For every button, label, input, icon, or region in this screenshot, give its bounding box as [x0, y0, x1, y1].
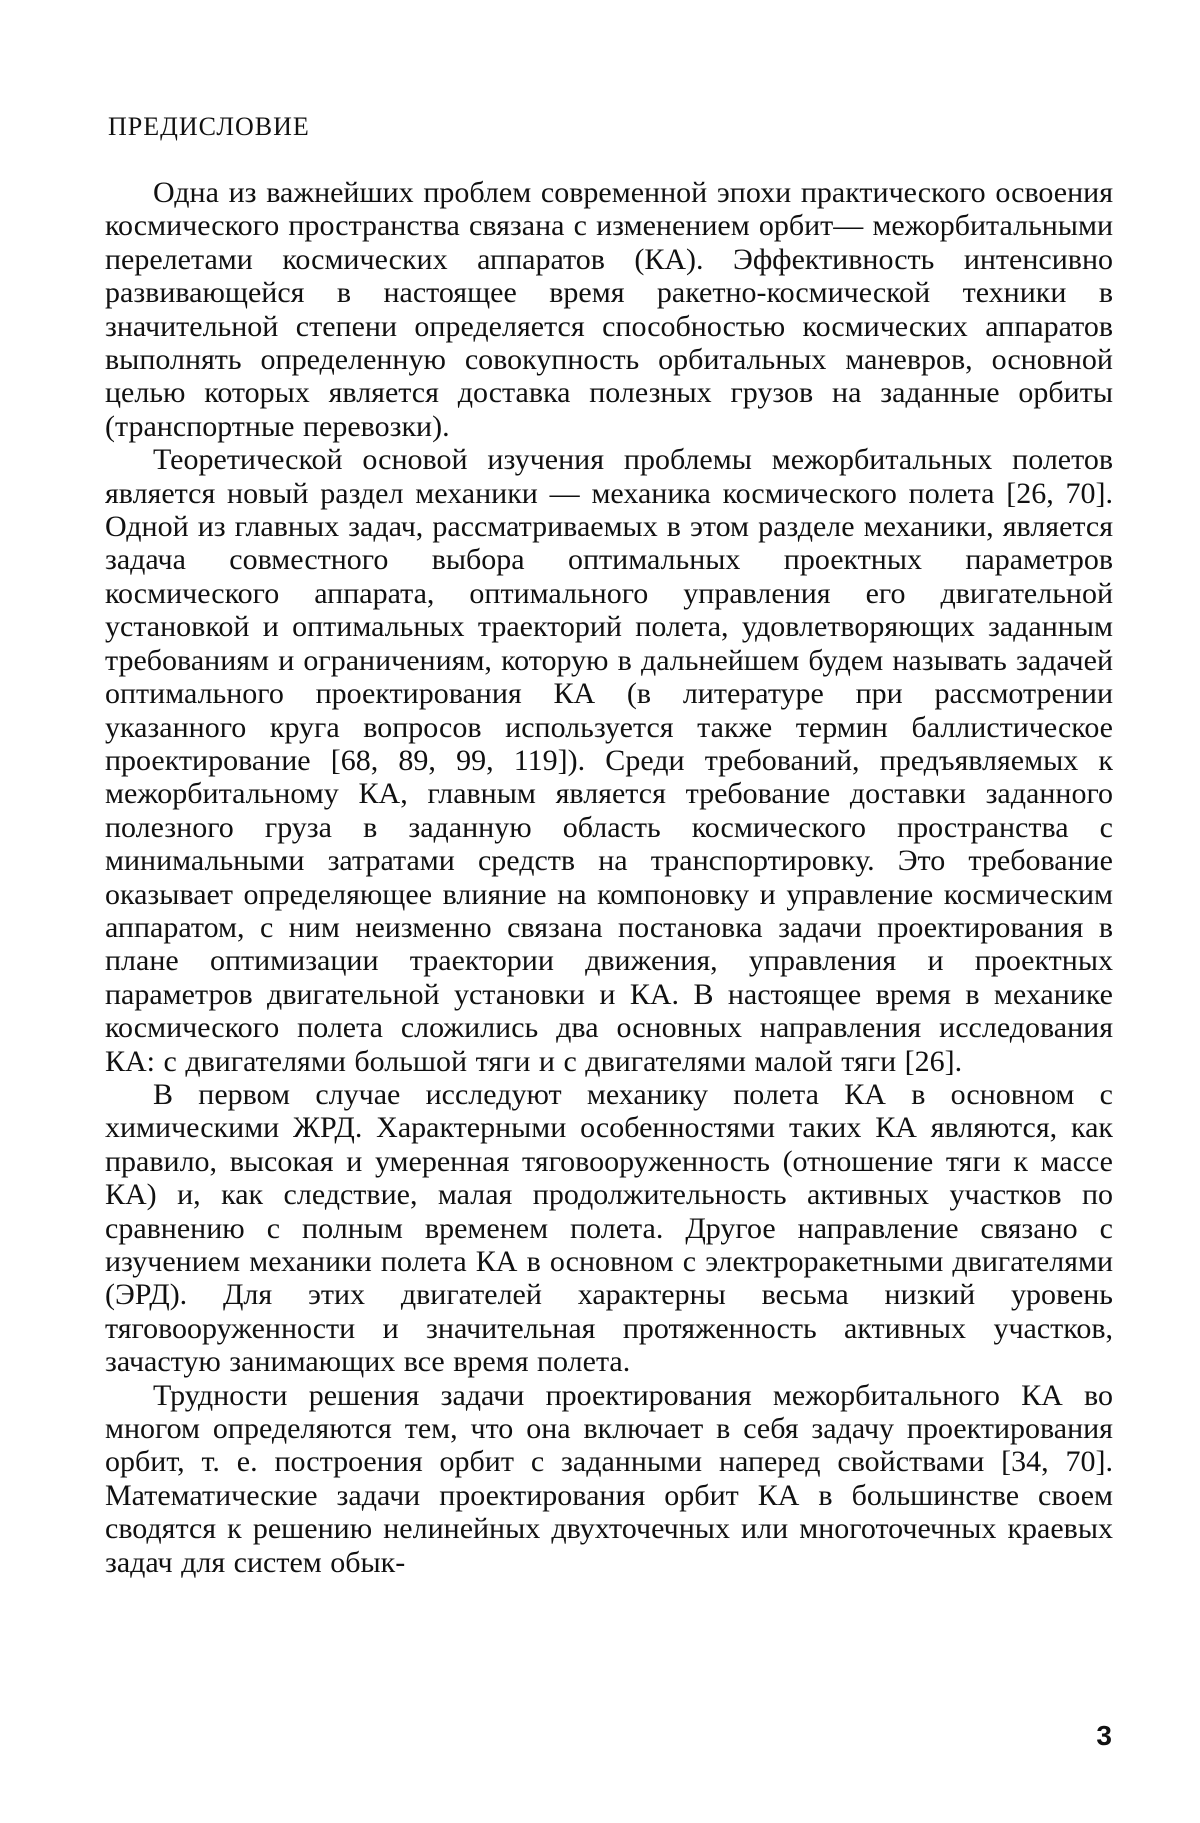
page-number: 3 [1096, 1720, 1112, 1751]
body-text [105, 176, 1113, 1579]
paragraph-4: Трудности решения задачи проектирования межорбитального КА во многом определяются тем, что она включает в себя задачу проектирования орбит, т. е. построения орбит с заданными наперед свойствами [34, 70]. Математические задачи проектирования орбит КА в большинстве своем сводятся к решению нелинейных двухточечных или многоточечных краевых задач для систем обык- [105, 1378, 1113, 1579]
paragraph-1: Одна из важнейших проблем современной эпохи практического освоения космического пространства связана с изменением орбит— межорбитальными перелетами космических аппаратов (КА). Эффективность интенсивно развивающейся в настоящее время ракетно-космической техники в значительной степени определяется способностью космических аппаратов выполнять определенную совокупность орбитальных маневров, основной целью которых является доставка полезных грузов на заданные орбиты (транспортные перевозки). [105, 176, 1113, 443]
paragraph-3: В первом случае исследуют механику полета КА в основном с химическими ЖРД. Характерными особенностями таких КА являются, как правило, высокая и умеренная тяговооруженность (отношение тяги к массе КА) и, как следствие, малая продолжительность активных участков по сравнению с полным временем полета. Другое направление связано с изучением механики полета КА в основном с электроракетными двигателями (ЭРД). Для этих двигателей характерны весьма низкий уровень тяговооруженности и значительная протяженность активных участков, зачастую занимающих все время полета. [105, 1077, 1113, 1379]
paragraph-2: Теоретической основой изучения проблемы межорбитальных полетов является новый раздел механики — механика космического полета [26, 70]. Одной из главных задач, рассматриваемых в этом разделе механики, является задача совместного выбора оптимальных проектных параметров космического аппарата, оптимального управления его двигательной установкой и оптимальных траекторий полета, удовлетворяющих заданным требованиям и ограничениям, которую в дальнейшем будем называть задачей оптимального проектирования КА (в литературе при рассмотрении указанного круга вопросов используется также термин баллистическое проектирование [68, 89, 99, 119]). Среди требований, предъявляемых к межорбитальному КА, главным является требование доставки заданного полезного груза в заданную область космического пространства с минимальными затратами средств на транспортировку. Это требование оказывает определяющее влияние на компоновку и управление космическим аппаратом, с ним неизменно связана постановка задачи проектирования в плане оптимизации траектории движения, управления и проектных параметров двигательной установки и КА. В настоящее время в механике космического полета сложились два основных направления исследования КА: с двигателями большой тяги и с двигателями малой тяги [26]. [105, 443, 1113, 1078]
section-heading: ПРЕДИСЛОВИЕ [108, 112, 310, 141]
